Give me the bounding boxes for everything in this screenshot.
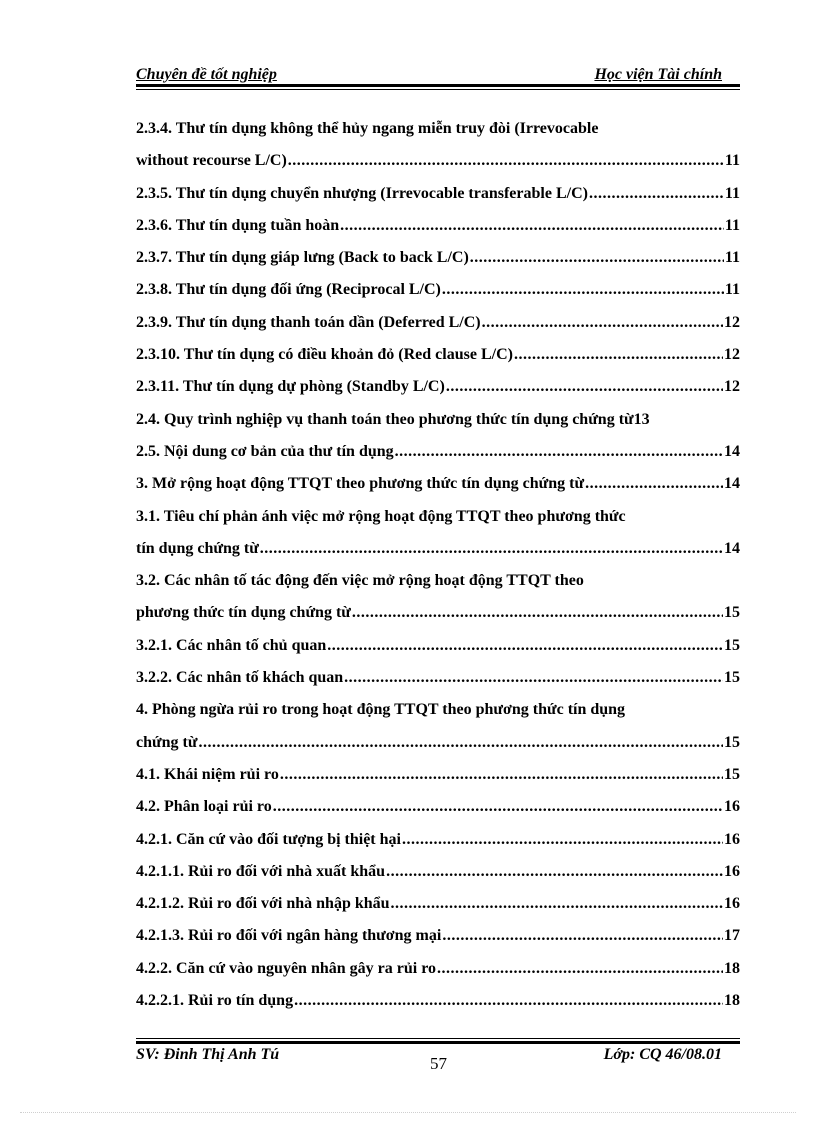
toc-line: [136, 985, 756, 1017]
toc-entry-page: 13: [633, 410, 650, 428]
toc-line: [136, 533, 756, 565]
toc-leader-dots: [446, 371, 723, 403]
toc-entry-title: 4.2. Phân loại rủi ro: [136, 798, 272, 816]
toc-entry-title: 2.3.9. Thư tín dụng thanh toán dần (Deferred L/C): [136, 313, 481, 331]
toc-entry-title: 2.5. Nội dung cơ bản của thư tín dụng: [136, 442, 394, 460]
toc-entry[interactable]: [136, 597, 740, 629]
toc-entry-page: 15: [724, 765, 740, 783]
header-rule-thin: [136, 89, 740, 90]
toc-entry[interactable]: [136, 274, 740, 306]
table-of-contents: [136, 113, 756, 1017]
toc-entry[interactable]: [136, 985, 740, 1017]
toc-line: [136, 630, 756, 662]
toc-entry-page: 11: [724, 152, 740, 170]
toc-entry-title: 2.3.11. Thư tín dụng dự phòng (Standby L/C): [136, 378, 445, 396]
toc-entry-title: 4. Phòng ngừa rủi ro trong hoạt động TTQT theo phương thức tín dụng: [136, 701, 626, 719]
toc-entry[interactable]: [136, 565, 756, 597]
toc-entry-page: 11: [724, 184, 740, 202]
toc-line: [136, 759, 756, 791]
toc-entry-title: 4.2.1.2. Rủi ro đối với nhà nhập khẩu: [136, 895, 390, 913]
toc-entry-page: 14: [724, 539, 740, 557]
bottom-dotted-border: [20, 1112, 796, 1114]
header-rule-thick: [136, 84, 740, 87]
toc-entry-page: 12: [724, 378, 740, 396]
toc-leader-dots: [260, 533, 723, 565]
toc-line: [136, 953, 756, 985]
toc-entry[interactable]: [136, 145, 740, 177]
toc-entry-title: 2.3.8. Thư tín dụng đối ứng (Reciprocal L/C): [136, 281, 441, 299]
page-footer: [136, 1044, 740, 1074]
toc-entry[interactable]: [136, 178, 740, 210]
toc-entry-page: 15: [724, 636, 740, 654]
toc-entry-page: 15: [724, 669, 740, 687]
toc-leader-dots: [294, 985, 723, 1017]
toc-entry-page: 17: [724, 927, 740, 945]
toc-line: [136, 113, 756, 145]
toc-entry-page: 18: [724, 959, 740, 977]
toc-entry[interactable]: [136, 920, 740, 952]
header-left-title: Chuyên đề tốt nghiệp: [136, 66, 277, 83]
toc-entry-page: 11: [724, 216, 740, 234]
toc-entry[interactable]: [136, 307, 740, 339]
toc-leader-dots: [437, 953, 723, 985]
toc-entry-title: 3. Mở rộng hoạt động TTQT theo phương thức tín dụng chứng từ: [136, 475, 585, 493]
toc-entry-title: 2.3.10. Thư tín dụng có điều khoản đỏ (Red clause L/C): [136, 346, 513, 364]
toc-line: [136, 242, 756, 274]
toc-entry-title: 2.3.4. Thư tín dụng không thể hủy ngang miễn truy đòi (Irrevocable: [136, 120, 599, 137]
toc-entry-title: 3.1. Tiêu chí phản ánh việc mở rộng hoạt động TTQT theo phương thức: [136, 507, 626, 525]
toc-entry[interactable]: [136, 113, 756, 145]
toc-entry-title: 4.2.1. Căn cứ vào đối tượng bị thiệt hại: [136, 830, 401, 848]
toc-entry[interactable]: [136, 371, 740, 403]
toc-line: [136, 436, 756, 468]
toc-entry-title: chứng từ: [136, 733, 198, 751]
toc-entry-title: 2.3.5. Thư tín dụng chuyển nhượng (Irrevocable transferable L/C): [136, 184, 588, 202]
toc-entry[interactable]: [136, 824, 740, 856]
header-right-title: Học viện Tài chính: [594, 66, 722, 83]
toc-entry[interactable]: [136, 533, 740, 565]
toc-leader-dots: [442, 920, 723, 952]
toc-line: [136, 727, 756, 759]
toc-entry-page: 18: [724, 992, 740, 1010]
toc-line: [136, 404, 756, 436]
toc-entry[interactable]: [136, 694, 756, 726]
toc-entry-page: 14: [724, 442, 740, 460]
toc-entry-title: 4.2.1.3. Rủi ro đối với ngân hàng thương mại: [136, 927, 442, 945]
toc-line: [136, 210, 756, 242]
toc-leader-dots: [395, 436, 723, 468]
toc-leader-dots: [280, 759, 723, 791]
toc-leader-dots: [585, 468, 723, 500]
toc-entry[interactable]: [136, 662, 740, 694]
toc-entry-title: 2.3.6. Thư tín dụng tuần hoàn: [136, 216, 340, 234]
toc-entry-title: without recourse L/C): [136, 152, 287, 170]
toc-entry-page: 15: [724, 604, 740, 622]
toc-line: [136, 791, 756, 823]
toc-entry-title: phương thức tín dụng chứng từ: [136, 604, 351, 622]
toc-entry[interactable]: [136, 856, 740, 888]
toc-entry-title: 4.2.1.1. Rủi ro đối với nhà xuất khẩu: [136, 862, 386, 880]
toc-entry-title: 2.4. Quy trình nghiệp vụ thanh toán theo phương thức tín dụng chứng từ: [136, 410, 634, 428]
toc-entry[interactable]: [136, 630, 740, 662]
toc-line: [136, 339, 756, 371]
toc-line: [136, 856, 756, 888]
toc-entry[interactable]: [136, 468, 740, 500]
toc-line: [136, 274, 756, 306]
toc-entry[interactable]: [136, 436, 740, 468]
footer-student-name: SV: Đinh Thị Anh Tú: [136, 1046, 280, 1063]
toc-entry-page: 12: [724, 313, 740, 331]
toc-entry[interactable]: [136, 339, 740, 371]
toc-line: [136, 178, 756, 210]
toc-entry-page: 14: [724, 475, 740, 493]
page-header: [136, 64, 740, 84]
toc-line: [136, 565, 756, 597]
footer-page-number: 57: [430, 1054, 447, 1073]
toc-entry-page: 16: [724, 895, 740, 913]
toc-entry-title: 4.2.2.1. Rủi ro tín dụng: [136, 992, 294, 1010]
toc-leader-dots: [340, 210, 724, 242]
toc-line: [136, 468, 756, 500]
toc-leader-dots: [273, 791, 723, 823]
toc-entry[interactable]: [136, 888, 740, 920]
footer-rule-thin: [136, 1038, 740, 1039]
toc-entry[interactable]: [136, 953, 740, 985]
toc-leader-dots: [402, 824, 723, 856]
toc-line: [136, 597, 756, 629]
toc-entry[interactable]: [136, 501, 756, 533]
toc-entry-title: 3.2.2. Các nhân tố khách quan: [136, 669, 344, 687]
toc-entry-page: 16: [724, 830, 740, 848]
toc-entry-page: 15: [724, 733, 740, 751]
toc-leader-dots: [198, 727, 723, 759]
toc-leader-dots: [288, 145, 724, 177]
toc-line: [136, 371, 756, 403]
toc-entry[interactable]: [136, 404, 756, 436]
toc-entry-page: 16: [724, 798, 740, 816]
toc-entry-title: 4.2.2. Căn cứ vào nguyên nhân gây ra rủi ro: [136, 959, 437, 977]
toc-leader-dots: [482, 307, 723, 339]
toc-entry-title: 3.2. Các nhân tố tác động đến việc mở rộng hoạt động TTQT theo: [136, 572, 584, 590]
toc-entry-title: 4.1. Khái niệm rủi ro: [136, 765, 279, 783]
toc-entry[interactable]: [136, 727, 740, 759]
toc-line: [136, 888, 756, 920]
toc-entry[interactable]: [136, 210, 740, 242]
toc-leader-dots: [589, 178, 724, 210]
toc-line: [136, 694, 756, 726]
toc-entry-title: 2.3.7. Thư tín dụng giáp lưng (Back to back L/C): [136, 249, 469, 267]
toc-entry-page: 11: [724, 281, 740, 299]
toc-entry[interactable]: [136, 242, 740, 274]
toc-leader-dots: [344, 662, 723, 694]
toc-line: [136, 501, 756, 533]
toc-line: [136, 662, 756, 694]
toc-entry-title: 3.2.1. Các nhân tố chủ quan: [136, 636, 327, 654]
toc-line: [136, 824, 756, 856]
toc-leader-dots: [386, 856, 723, 888]
toc-entry-page: 11: [724, 249, 740, 267]
toc-leader-dots: [442, 274, 724, 306]
toc-entry[interactable]: [136, 759, 740, 791]
toc-line: [136, 920, 756, 952]
toc-leader-dots: [514, 339, 723, 371]
toc-leader-dots: [352, 597, 723, 629]
toc-line: [136, 145, 756, 177]
toc-entry[interactable]: [136, 791, 740, 823]
toc-leader-dots: [327, 630, 723, 662]
toc-leader-dots: [470, 242, 724, 274]
toc-entry-page: 16: [724, 862, 740, 880]
toc-leader-dots: [391, 888, 723, 920]
toc-entry-page: 12: [724, 346, 740, 364]
toc-line: [136, 307, 756, 339]
toc-entry-title: tín dụng chứng từ: [136, 539, 259, 557]
footer-class-code: Lớp: CQ 46/08.01: [603, 1046, 722, 1063]
